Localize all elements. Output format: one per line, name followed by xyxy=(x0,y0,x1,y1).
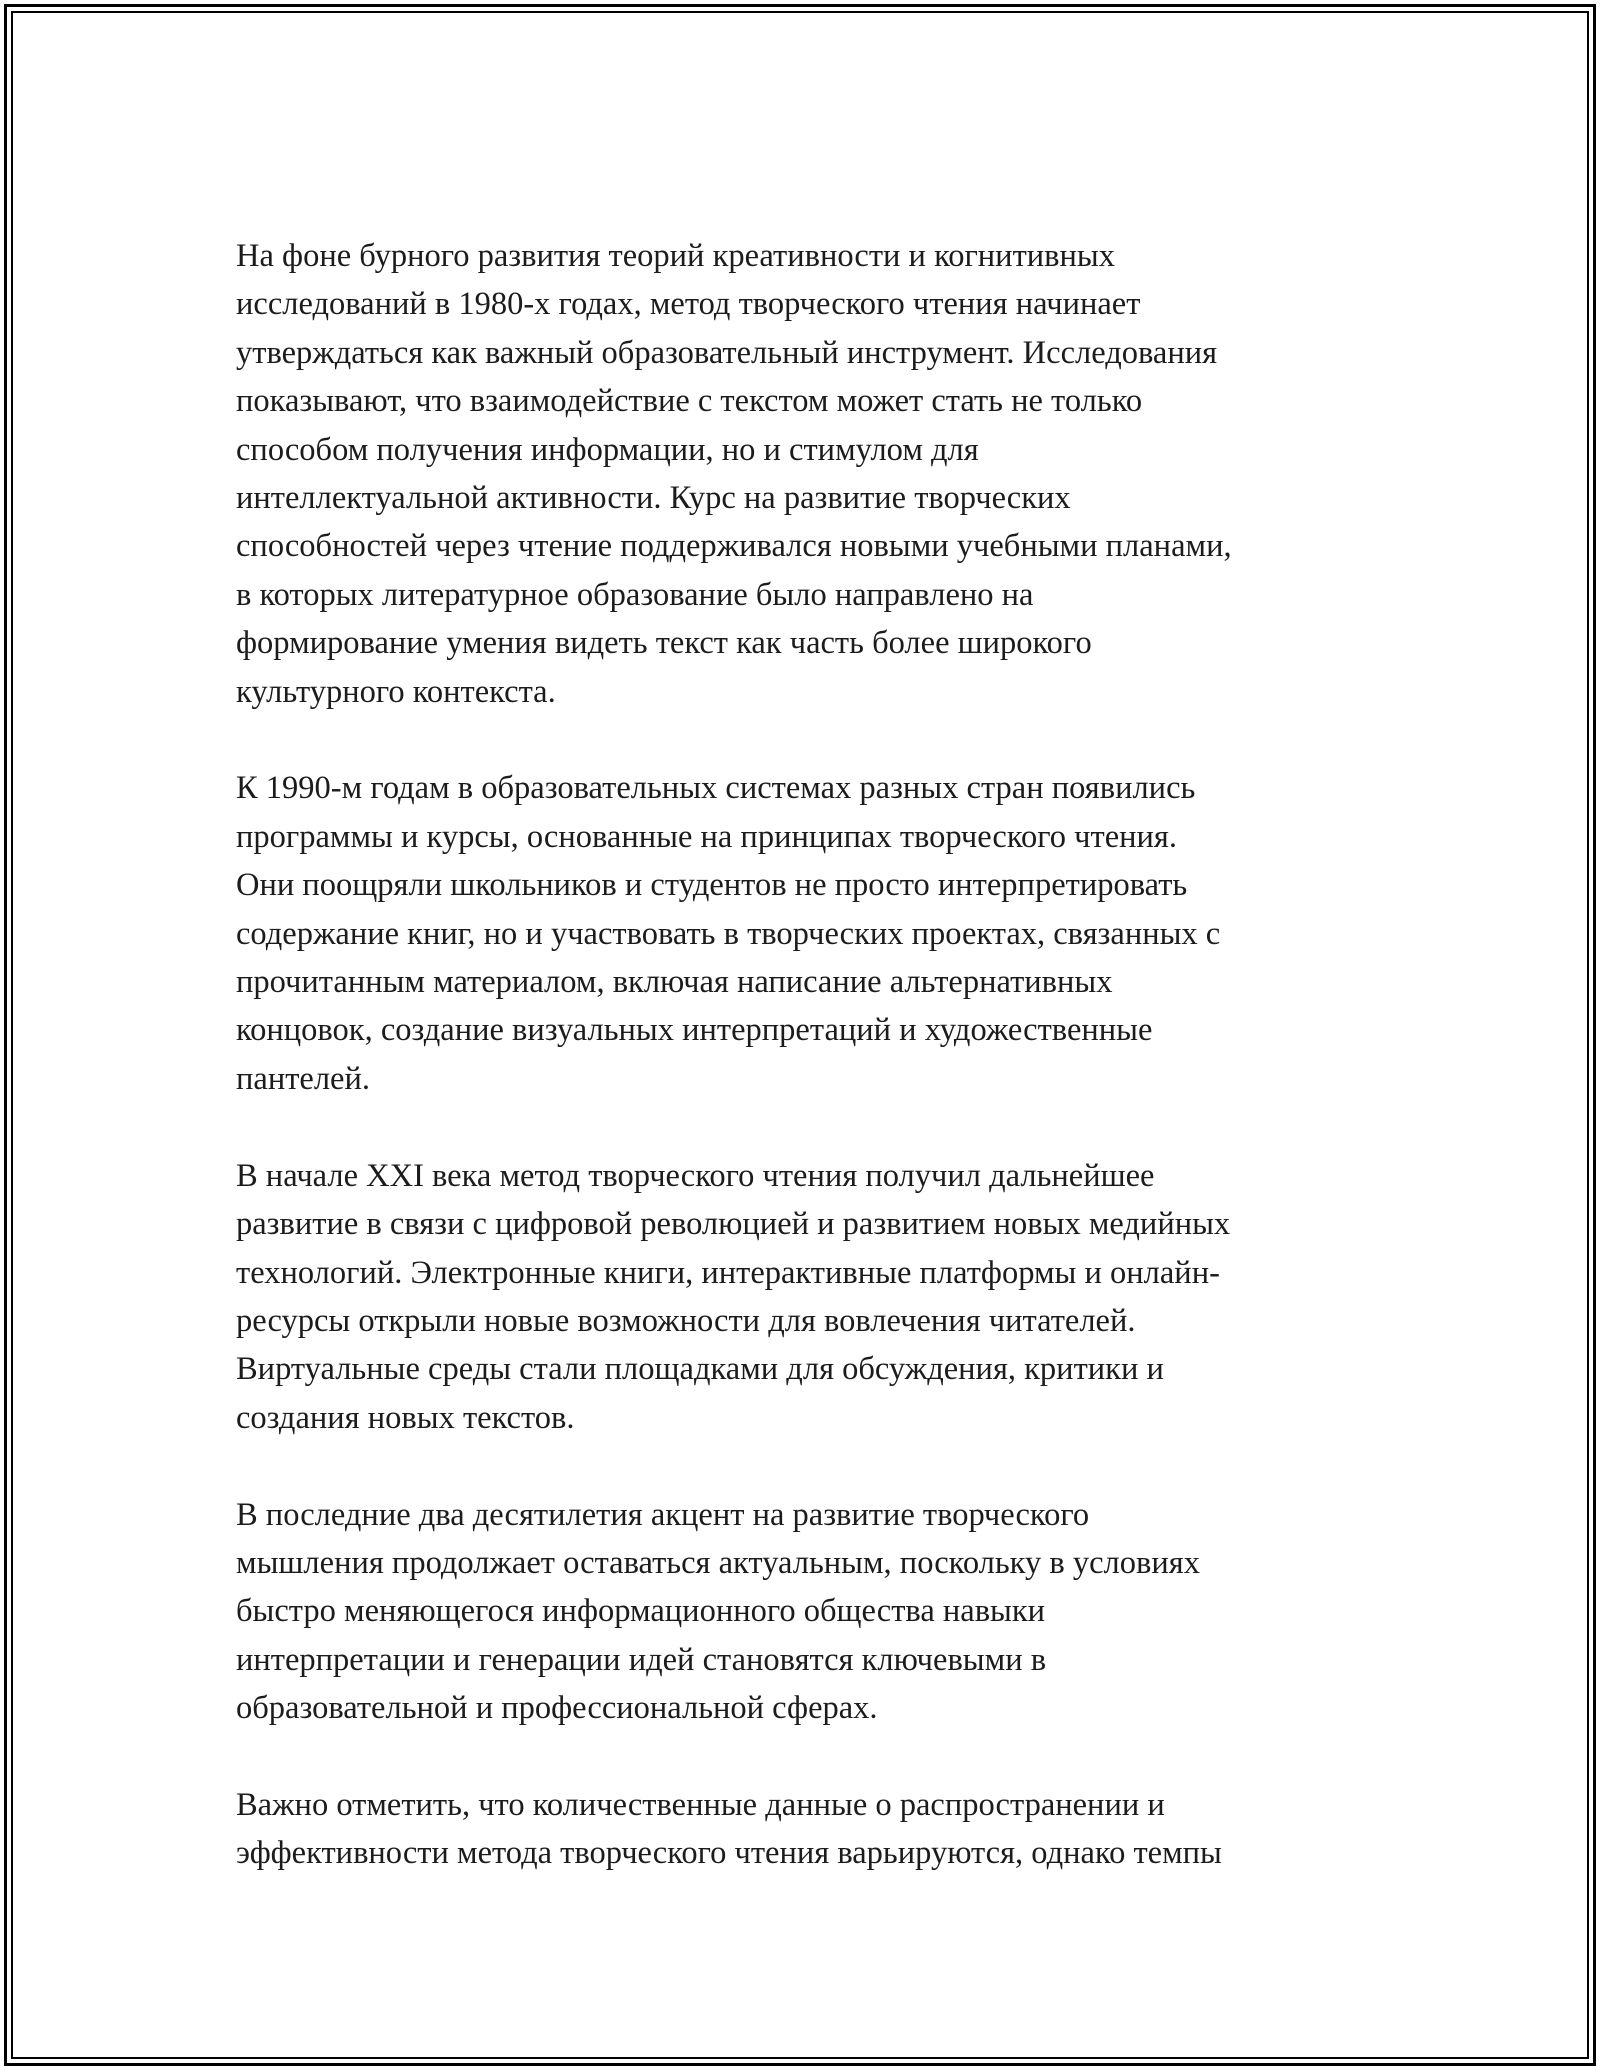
text-line: формирование умения видеть текст как часть более широкого xyxy=(236,625,1092,662)
paragraph-4 xyxy=(236,1491,1376,1733)
text-line: пантелей. xyxy=(236,1060,370,1097)
text-line: содержание книг, но и участвовать в творческих проектах, связанных с xyxy=(236,915,1221,952)
text-line: показывают, что взаимодействие с текстом может стать не только xyxy=(236,383,1143,420)
text-line: технологий. Электронные книги, интерактивные платформы и онлайн- xyxy=(236,1254,1220,1291)
text-line: утверждаться как важный образовательный инструмент. Исследования xyxy=(236,334,1218,371)
text-line: Важно отметить, что количественные данные о распространении и xyxy=(236,1786,1165,1823)
text-line: способностей через чтение поддерживался новыми учебными планами, xyxy=(236,528,1232,565)
text-line: мышления продолжает оставаться актуальным, поскольку в условиях xyxy=(236,1544,1200,1581)
text-line: исследований в 1980-х годах, метод творческого чтения начинает xyxy=(236,286,1141,323)
text-line: эффективности метода творческого чтения варьируются, однако темпы xyxy=(236,1835,1222,1872)
document-body xyxy=(236,232,1376,1926)
paragraph-2 xyxy=(236,764,1376,1103)
text-line: К 1990-м годам в образовательных системах разных стран появились xyxy=(236,770,1196,807)
text-line: способом получения информации, но и стимулом для xyxy=(236,431,979,468)
text-line: программы и курсы, основанные на принципах творческого чтения. xyxy=(236,818,1177,855)
text-line: На фоне бурного развития теорий креативности и когнитивных xyxy=(236,238,1115,274)
text-line: образовательной и профессиональной сферах. xyxy=(236,1690,878,1727)
text-line: быстро меняющегося информационного общества навыки xyxy=(236,1593,1046,1630)
text-line: развитие в связи с цифровой революцией и развитием новых медийных xyxy=(236,1206,1231,1243)
text-line: создания новых текстов. xyxy=(236,1399,575,1436)
text-line: Они поощряли школьников и студентов не просто интерпретировать xyxy=(236,867,1188,904)
text-line: В начале XXI века метод творческого чтения получил дальнейшее xyxy=(236,1157,1155,1194)
text-line: Виртуальные среды стали площадками для обсуждения, критики и xyxy=(236,1351,1164,1388)
text-line: концовок, создание визуальных интерпретаций и художественные xyxy=(236,1012,1153,1049)
text-line: В последние два десятилетия акцент на развитие творческого xyxy=(236,1496,1090,1533)
text-line: в которых литературное образование было направлено на xyxy=(236,576,1034,613)
text-line: интеллектуальной активности. Курс на развитие творческих xyxy=(236,480,1071,517)
text-line: культурного контекста. xyxy=(236,673,556,710)
text-line: интерпретации и генерации идей становятся ключевыми в xyxy=(236,1641,1047,1678)
paragraph-3 xyxy=(236,1152,1376,1442)
text-line: ресурсы открыли новые возможности для вовлечения читателей. xyxy=(236,1302,1136,1339)
paragraph-5 xyxy=(236,1781,1376,1878)
paragraph-1 xyxy=(236,232,1376,716)
text-line: прочитанным материалом, включая написание альтернативных xyxy=(236,964,1113,1001)
